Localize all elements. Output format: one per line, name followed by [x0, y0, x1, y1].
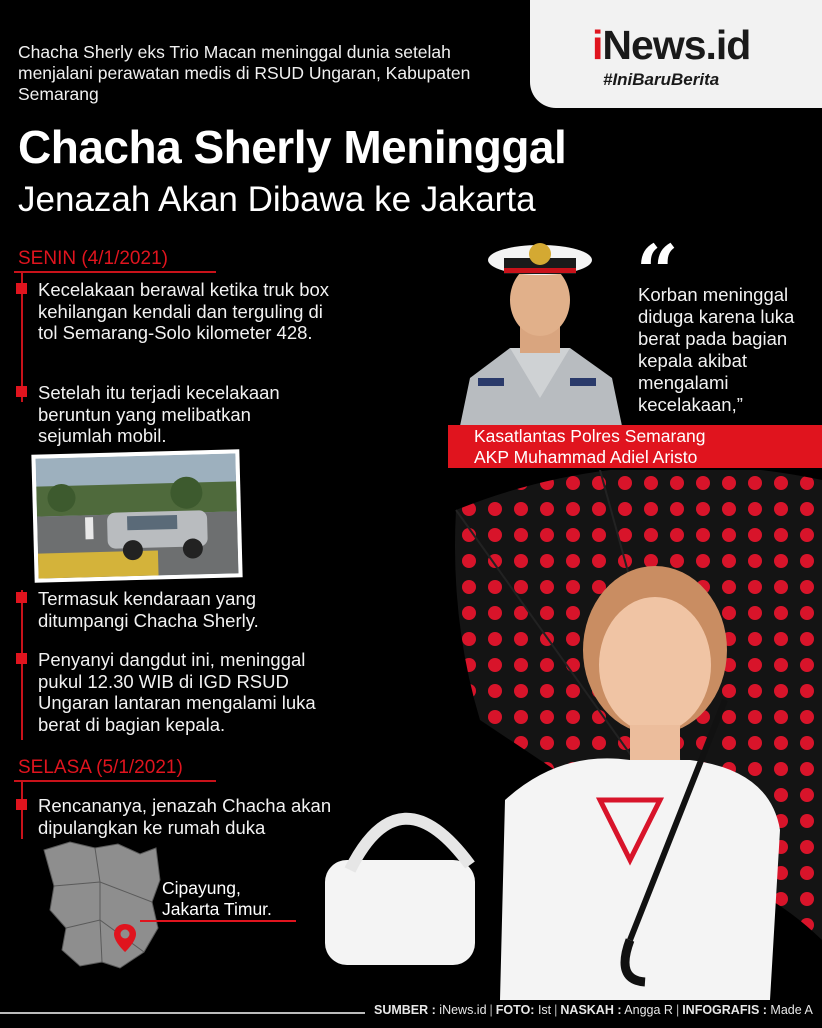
date-label-senin: SENIN (4/1/2021) [18, 248, 168, 269]
timeline-item: Penyanyi dangdut ini, meninggal pukul 12.30 WIB di IGD RSUD Ungaran lantaran mengalami luka berat di bagian kepala. [38, 649, 316, 735]
footer-credits: SUMBER : iNews.id | FOTO: Ist | NASKAH : Angga R | INFOGRAFIS : Made A [374, 1003, 813, 1017]
timeline-item: Kecelakaan berawal ketika truk box kehilangan kendali dan terguling di tol Semarang-Solo kilometer 428. [38, 279, 330, 343]
officer-photo [450, 228, 630, 426]
date-label-selasa: SELASA (5/1/2021) [18, 757, 183, 778]
bullet-marker [16, 799, 27, 810]
singer-photo [300, 470, 822, 1000]
intro-text: Chacha Sherly eks Trio Macan meninggal dunia setelah menjalani perawatan medis di RSUD Ungaran, Kabupaten Semarang [18, 42, 471, 104]
timeline-line [21, 590, 23, 740]
brand-logo[interactable]: iNews.id [592, 22, 751, 68]
timeline-item: Rencananya, jenazah Chacha akan dipulangkan ke rumah duka [38, 795, 332, 838]
timeline-item: Setelah itu terjadi kecelakaan beruntun yang melibatkan sejumlah mobil. [38, 382, 280, 446]
timeline-line [21, 781, 23, 839]
headline-title: Chacha Sherly Meninggal [18, 121, 567, 173]
footer-rule [0, 1012, 365, 1014]
bullet-marker [16, 283, 27, 294]
map-pointer-line [140, 920, 296, 922]
date-rule [14, 271, 216, 273]
date-rule [14, 780, 216, 782]
quote-text: Korban meninggal diduga karena luka berat pada bagian kepala akibat mengalami kecelakaan,” [638, 284, 795, 415]
speaker-name: AKP Muhammad Adiel Aristo [474, 447, 698, 467]
brand-tagline: #IniBaruBerita [603, 70, 720, 89]
quote-mark-icon: “ [636, 230, 679, 316]
speaker-title: Kasatlantas Polres Semarang [474, 426, 706, 446]
bullet-marker [16, 386, 27, 397]
accident-photo [31, 449, 242, 582]
bullet-marker [16, 653, 27, 664]
timeline-item: Termasuk kendaraan yang ditumpangi Chacha Sherly. [38, 588, 259, 631]
location-pin-icon [112, 922, 138, 954]
map-location-label: Cipayung, Jakarta Timur. [162, 878, 272, 919]
bullet-marker [16, 592, 27, 603]
jakarta-map [40, 840, 162, 970]
headline-subtitle: Jenazah Akan Dibawa ke Jakarta [18, 180, 536, 219]
